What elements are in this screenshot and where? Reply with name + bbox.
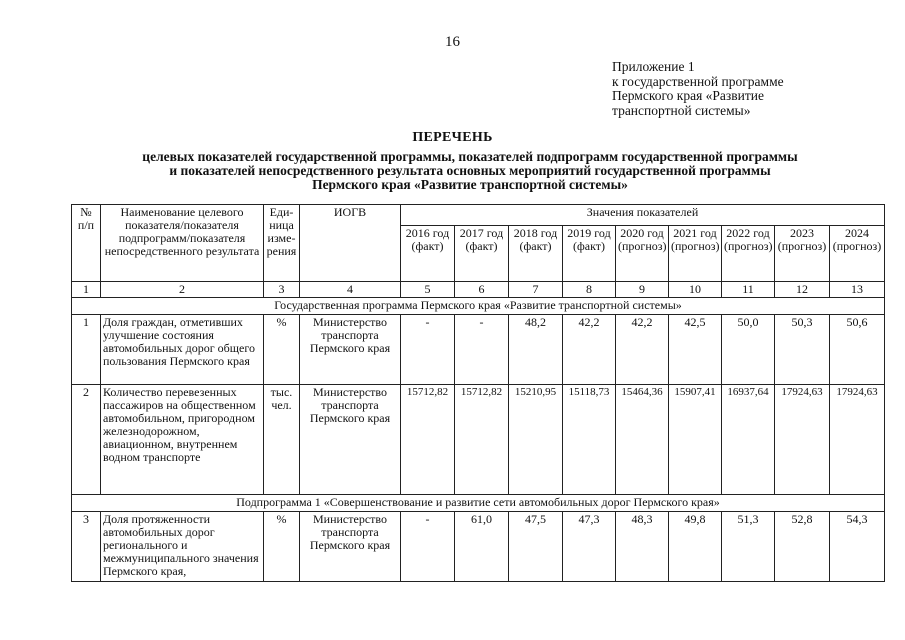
column-number: 13 <box>830 282 885 298</box>
indicator-value: - <box>401 512 455 582</box>
table-row <box>72 385 885 495</box>
subtitle-line: целевых показателей государственной программы, показателей подпрограмм государственной программы <box>142 149 798 164</box>
header-year: 2017 год (факт) <box>455 226 509 282</box>
indicator-value: 52,8 <box>775 512 830 582</box>
indicator-value: 15464,36 <box>616 385 669 495</box>
header-year: 2024 (прогноз) <box>830 226 885 282</box>
indicator-name: Количество перевезенных пассажиров на общественном автомобильном, пригородном железнодорожном, авиационном, внутреннем водном транспорте <box>101 385 264 495</box>
table-row <box>72 315 885 385</box>
row-num: 3 <box>72 512 101 582</box>
header-iogv: ИОГВ <box>300 205 401 282</box>
column-number: 10 <box>669 282 722 298</box>
header-year: 2016 год (факт) <box>401 226 455 282</box>
indicator-value: 17924,63 <box>830 385 885 495</box>
column-number: 3 <box>264 282 300 298</box>
indicator-value: 50,6 <box>830 315 885 385</box>
indicator-value: 49,8 <box>669 512 722 582</box>
column-number: 8 <box>563 282 616 298</box>
document-title: ПЕРЕЧЕНЬ <box>412 130 493 145</box>
header-year: 2020 год (прогноз) <box>616 226 669 282</box>
indicator-value: 42,2 <box>563 315 616 385</box>
column-number: 11 <box>722 282 775 298</box>
indicator-value: 48,2 <box>509 315 563 385</box>
subtitle-line: Пермского края «Развитие транспортной системы» <box>312 177 628 192</box>
indicator-name: Доля граждан, отметивших улучшение состояния автомобильных дорог общего пользования Пермского края <box>101 315 264 385</box>
column-number: 4 <box>300 282 401 298</box>
subtitle-line: и показателей непосредственного результата основных мероприятий государственной программы <box>169 163 771 178</box>
column-number: 9 <box>616 282 669 298</box>
header-name: Наименование целевого показателя/показателя подпрограмм/показателя непосредственного результата <box>101 205 264 282</box>
indicator-value: 15712,82 <box>455 385 509 495</box>
indicator-unit: % <box>264 512 300 582</box>
column-number: 12 <box>775 282 830 298</box>
annex-line: к государственной программе <box>612 73 784 89</box>
row-num: 1 <box>72 315 101 385</box>
indicator-value: 47,3 <box>563 512 616 582</box>
document-subtitle <box>60 150 880 192</box>
header-year: 2019 год (факт) <box>563 226 616 282</box>
indicator-iogv: Министерство транспорта Пермского края <box>300 512 401 582</box>
indicator-value: 47,5 <box>509 512 563 582</box>
indicator-value: 15210,95 <box>509 385 563 495</box>
header-year: 2023 (прогноз) <box>775 226 830 282</box>
indicator-value: 61,0 <box>455 512 509 582</box>
indicator-value: - <box>401 315 455 385</box>
header-num: № п/п <box>72 205 101 282</box>
section-title: Подпрограмма 1 «Совершенствование и развитие сети автомобильных дорог Пермского края» <box>72 495 885 512</box>
indicators-table <box>71 204 885 582</box>
column-number: 7 <box>509 282 563 298</box>
annex-line: Приложение 1 <box>612 59 695 74</box>
indicator-value: 48,3 <box>616 512 669 582</box>
indicator-value: 50,3 <box>775 315 830 385</box>
column-number: 5 <box>401 282 455 298</box>
header-year: 2021 год (прогноз) <box>669 226 722 282</box>
indicator-value: 15712,82 <box>401 385 455 495</box>
section-title: Государственная программа Пермского края «Развитие транспортной системы» <box>72 298 885 315</box>
indicator-value: 17924,63 <box>775 385 830 495</box>
indicator-value: 15907,41 <box>669 385 722 495</box>
indicator-name: Доля протяженности автомобильных дорог регионального и межмуниципального значения Пермского края, <box>101 512 264 582</box>
row-num: 2 <box>72 385 101 495</box>
indicator-value: 15118,73 <box>563 385 616 495</box>
indicator-value: 42,5 <box>669 315 722 385</box>
table-row <box>72 512 885 582</box>
indicator-value: 16937,64 <box>722 385 775 495</box>
column-number: 6 <box>455 282 509 298</box>
annex-note <box>612 60 784 118</box>
annex-line: Пермского края «Развитие <box>612 88 764 103</box>
indicator-value: 42,2 <box>616 315 669 385</box>
indicator-iogv: Министерство транспорта Пермского края <box>300 385 401 495</box>
header-year: 2018 год (факт) <box>509 226 563 282</box>
page-number: 16 <box>445 34 460 50</box>
indicator-value: 54,3 <box>830 512 885 582</box>
indicator-value: - <box>455 315 509 385</box>
header-values-group: Значения показателей <box>401 205 885 226</box>
indicator-value: 50,0 <box>722 315 775 385</box>
column-number: 1 <box>72 282 101 298</box>
indicator-unit: % <box>264 315 300 385</box>
indicator-iogv: Министерство транспорта Пермского края <box>300 315 401 385</box>
indicator-value: 51,3 <box>722 512 775 582</box>
header-year: 2022 год (прогноз) <box>722 226 775 282</box>
header-unit: Еди-ница изме-рения <box>264 205 300 282</box>
annex-line: транспортной системы» <box>612 102 751 118</box>
indicator-unit: тыс. чел. <box>264 385 300 495</box>
column-number: 2 <box>101 282 264 298</box>
